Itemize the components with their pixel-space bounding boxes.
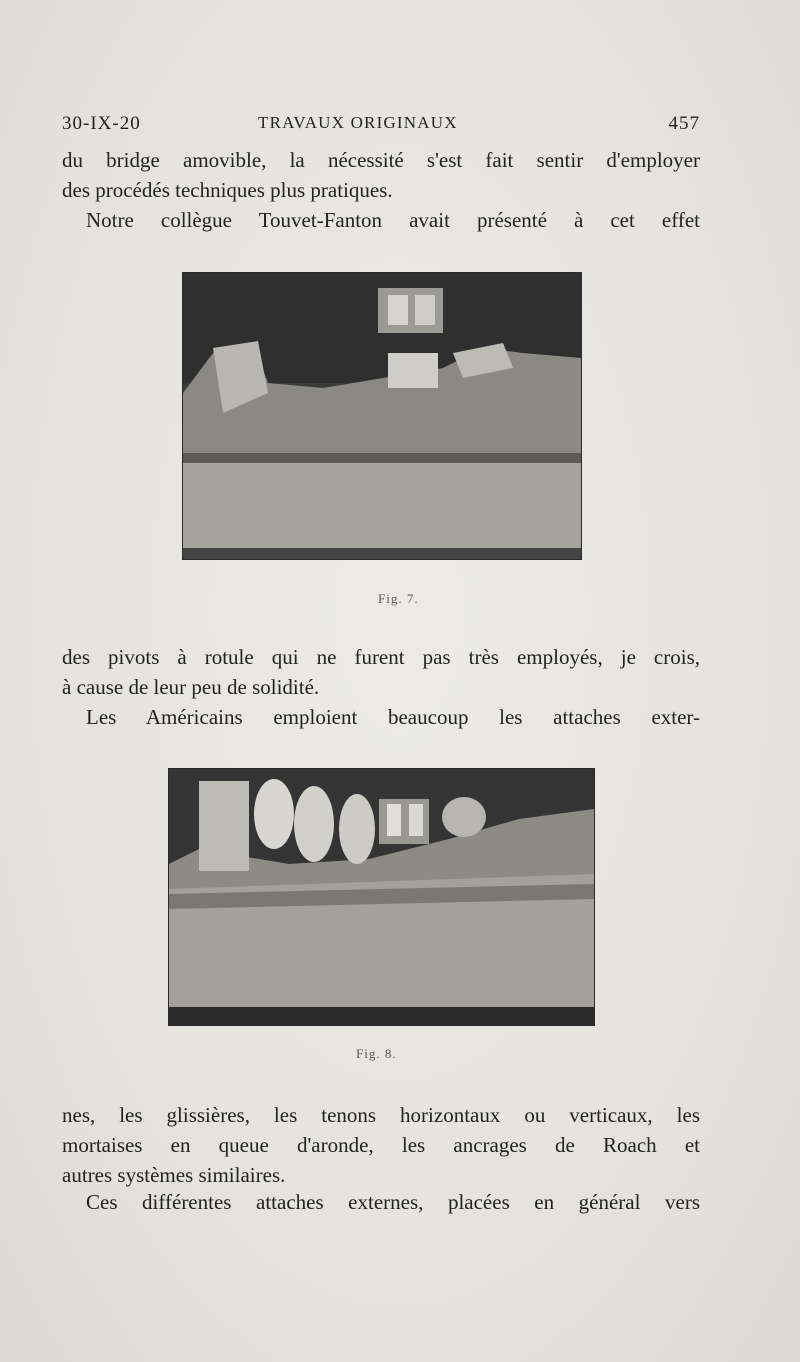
paragraph-touvet-fanton [62,205,700,235]
figure-7-photo [182,272,582,560]
paragraph-attaches-externes [62,1187,700,1217]
paragraph-pivots [62,642,700,702]
text-line: des procédés techniques plus pratiques. [62,178,393,202]
paragraph-americains [62,702,700,732]
paragraph-bridge [62,145,700,205]
dental-model-photo-7 [183,273,581,559]
text-line: Notre collègue Touvet-Fanton avait présenté à cet effet [86,208,700,232]
figure-8-photo [168,768,595,1026]
text-line: Ces différentes attaches externes, placées en général vers [86,1190,700,1214]
dental-model-photo-8 [169,769,594,1025]
figure-8-caption: Fig. 8. [356,1046,397,1061]
text-line: Les Américains emploient beaucoup les attaches exter- [86,705,700,729]
running-header [62,113,700,139]
header-date: 30-IX-20 [62,113,141,134]
text-line: du bridge amovible, la nécessité s'est fait sentir d'employer [62,148,700,172]
figure-7-caption: Fig. 7. [378,591,419,606]
text-line: mortaises en queue d'aronde, les ancrages de Roach et [62,1133,700,1157]
header-section-title: TRAVAUX ORIGINAUX [258,113,458,132]
paragraph-glissieres [62,1100,700,1190]
text-line: nes, les glissières, les tenons horizontaux ou verticaux, les [62,1103,700,1127]
page-number: 457 [668,113,700,134]
text-line: des pivots à rotule qui ne furent pas très employés, je crois, [62,645,700,669]
text-line: à cause de leur peu de solidité. [62,675,320,699]
text-line: autres systèmes similaires. [62,1163,286,1187]
